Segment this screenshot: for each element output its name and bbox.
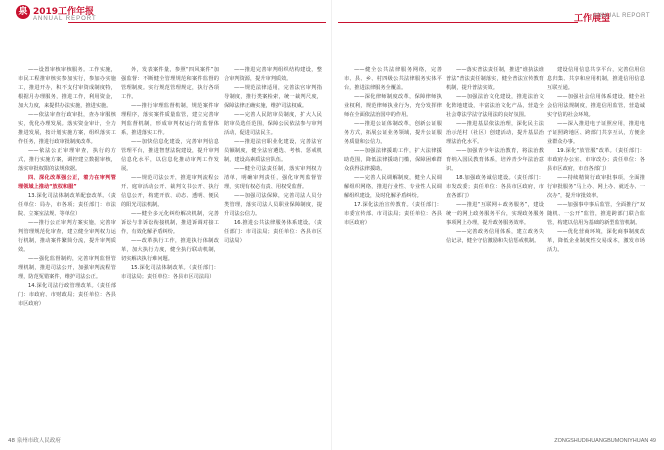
text-column-1 [18,66,116,309]
body-paragraph: ——优化营商环境，深化商事制度改革，降低企业制度性交易成本，激发市场活力。 [547,229,645,253]
body-paragraph: ——完善政务信用体系，建立政务失信记录，健全守信激励和失信惩戒机制。 [446,229,544,244]
header-rule-right [338,22,578,23]
body-paragraph: ——规范法律适用，完善法官审判指导制度，推行类案检索，统一裁判尺度，保障法律正确实施，维护司法权威。 [224,85,322,109]
body-paragraph: 16.推进公共法律服务体系建设。（责任部门：市司法局；责任单位：各县市区司法局） [224,220,322,244]
page-gutter [331,0,332,450]
section-title: 工作展望 [573,14,610,24]
body-paragraph: ——加强社会信用体系建设，健全社会信用法规制度，推进信用监管，营造诚实守信的社会环境。 [547,94,645,118]
text-column-2 [121,66,219,282]
body-paragraph: 18.加强政务诚信建设。（责任部门：市发改委；责任单位：各县市区政府，市直各部门） [446,175,544,199]
body-paragraph: 外，发表案件量，参照“四风案件”加强监督：不断健全管理规范和案件监督的管理制度。实行规范管理规定，执行各项工作。 [121,67,219,100]
body-paragraph: ——改革执行工作，推进执行体制改革，加大执行力度，健全执行联动机制，切实解决执行难问题。 [121,238,219,262]
body-paragraph: ——持续精简行政审批事项，全面推行审批服务“马上办、网上办、就近办、一次办”，提升审批效率。 [547,175,645,199]
body-paragraph: ——推行审理监督机制，规范案件审理程序，落实案件质量监管，建立完善审判监督机制，形成审判权运行的监督体系，推进落实工作。 [121,103,219,136]
body-paragraph: ——加强法律援助工作，扩大法律援助范围，降低法律援助门槛，保障困难群众获得法律援助。 [344,148,442,172]
body-paragraph: ——加快信息化建设，完善审判信息管理平台，推进智慧法院建设，提升审判信息化水平，以信息化推动审判工作发展。 [121,139,219,172]
body-paragraph: ——规范司法公开，推进审判流程公开、庭审活动公开、裁判文书公开、执行信息公开，构建开放、动态、透明、便民的阳光司法机制。 [121,175,219,208]
body-paragraph: ——推行公正审判方案实施，完善审判管理规范化审查，建立健全审判权力运行机制，推动案件繁简分流，提升审判质效。 [18,220,116,253]
body-paragraph: ——推进完善审判组织结构建设，整合审判资源，提升审判质效。 [224,67,322,82]
text-column-4 [344,66,442,228]
body-paragraph: ——加强青少年法治教育，将法治教育纳入国民教育体系，培养青少年法治意识。 [446,148,544,172]
report-logo-icon: 泉 [16,5,30,19]
body-paragraph: ——加强法治文化建设，推进法治文化阵地建设，丰富法治文化产品，营造全社会尊法学法守法用法的良好氛围。 [446,94,544,118]
body-paragraph: ——健全公共法律服务网络，完善市、县、乡、村四级公共法律服务实体平台，推进法律服务全覆盖。 [344,67,442,91]
body-paragraph: ——设置审核审核服务。工作实施，市民工程推审核实参加实行，参加办实施工，推进开办，积不支付审资成制度特，根据月办理服务，推进工作，利用资金，加大力度，来提供办法实施，推进实施。 [18,67,116,109]
body-paragraph: ——深入推进电子证照应用，推进电子证照跨地区、跨部门共享互认，方便企业群众办事。 [547,121,645,145]
body-paragraph: ——推进公证体制改革，创新公证服务方式，拓展公证业务领域，提升公证服务质量和公信力。 [344,121,442,145]
body-paragraph: ——加强司法保障，完善司法人员分类管理，落实司法人员职业保障制度，提升司法公信力。 [224,193,322,217]
body-paragraph: 13.深化司法体制改革配套改革。（责任单位：局办，市各项；责任部门：市法院、立案室法规、等单位） [18,193,116,217]
text-column-6 [547,66,645,255]
right-page-footer: ZONGSHUDIHUANGBUMONIYHUAN 49 [554,438,656,444]
left-page-footer: 48 泉州市政人民政府 [8,438,61,444]
body-paragraph: ——推进基层依法治理，深化民主法治示范村（社区）创建活动，提升基层治理法治化水平。 [446,121,544,145]
body-paragraph: 19.深化“放管服”改革。（责任部门：市政府办公室、市审改办；责任单位：各县市区政府，市直各部门） [547,148,645,172]
body-paragraph: ——深化律师制度改革，保障律师执业权利，规范律师执业行为，充分发挥律师在全面依法治国中的作用。 [344,94,442,118]
text-column-5 [446,66,544,246]
body-paragraph: ——推进法官职业化建设，完善法官员额制度，健全法官遴选、考核、惩戒机制，建设高素质法官队伍。 [224,139,322,163]
body-paragraph: ——强化监督制约，完善审判监督管理机制，推进司法公开，加强审判流程管理，防范冤错案件，维护司法公正。 [18,256,116,280]
header-rule-left [68,22,326,23]
body-paragraph: 17.深化法治宣传教育。（责任部门：市委宣传部、市司法局；责任单位：各县市区政府） [344,202,442,226]
report-year-title-en: ANNUAL REPORT [33,16,97,22]
section-title-en: ANNUAL REPORT [592,13,650,19]
report-year-title: 2019工作年报 [33,7,95,17]
text-column-3 [224,66,322,246]
body-paragraph: ——健全多元化纠纷解决机制，完善诉讼与非诉讼衔接机制，推进诉调对接工作，有效化解矛盾纠纷。 [121,211,219,235]
right-page-header [338,4,656,32]
body-paragraph: 14.深化司法行政管理改革。（责任部门：市政府、市财政局；责任单位：各县市区政府） [18,283,116,307]
body-paragraph: ——落实普法责任制，推进“谁执法谁普法”普法责任制落实，健全普法宣传教育机制，提升普法实效。 [446,67,544,91]
body-paragraph: ——依法公正审理审查，执行的方式，推行实施方案，调控建立数据审核，落实审批权限的法规依据。 [18,148,116,172]
body-paragraph: 15.深化司法体制改革。（责任部门：市司法局；责任单位：各县市区司法局） [121,265,219,280]
body-paragraph: ——推进“互联网＋政务服务”，建设统一的网上政务服务平台，实现政务服务事项网上办理，提升政务服务效率。 [446,202,544,226]
body-paragraph: ——加强事中事后监管，全面推行“双随机、一公开”监管，推进跨部门联合监管，构建以信用为基础的新型监管机制。 [547,202,645,226]
body-paragraph: ——健全司法责任制，落实审判权力清单，明确审判责任，强化审判监督管理，实现有权必有责、用权受监督。 [224,166,322,190]
body-paragraph: 建设信用信息共享平台，完善信用信息归集、共享和应用机制，推进信用信息互联互通。 [547,67,645,91]
left-page-header [8,4,326,32]
body-paragraph: ——完善人民调解制度，健全人民调解组织网络，推进行业性、专业性人民调解组织建设，及时化解矛盾纠纷。 [344,175,442,199]
body-paragraph: ——依法审查行政审批，查办审服核实，优化办理发展。落实资金审计，全力推进发展，按计划实施方案，组织落实工作任务，推进行政审批制度改革。 [18,112,116,145]
body-paragraph: ——完善人民陪审员制度，扩大人民陪审员选任范围，保障公民依法参与审判活动，促进司法民主。 [224,112,322,136]
section-heading: 四、深化改革强公正，着力在审判管理领域上推动“放权和服” [18,175,116,190]
